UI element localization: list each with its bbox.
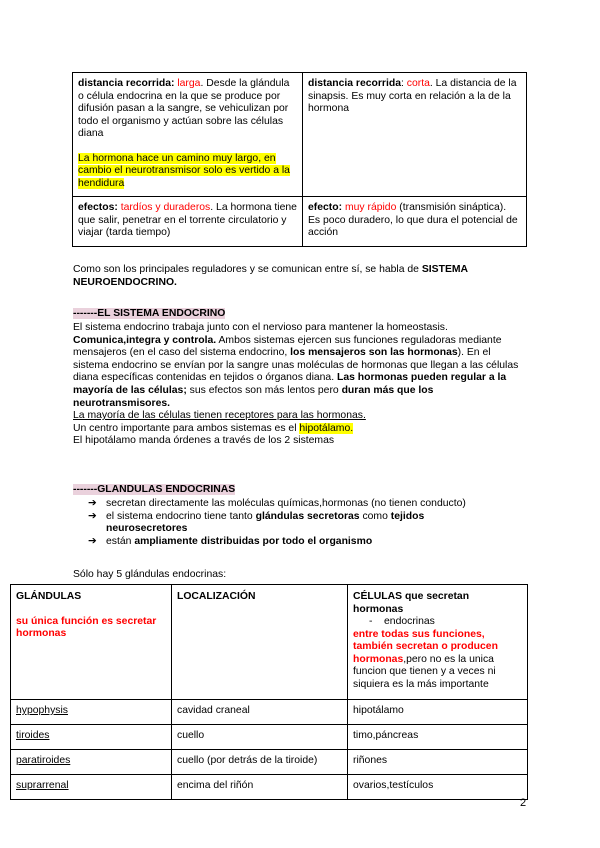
header-sub-item [353, 616, 522, 629]
section1-body [73, 322, 528, 448]
location-cell: encima del riñón [172, 775, 348, 800]
gland-cell: hypophysis [11, 700, 172, 725]
heading-text: -------GLANDULAS ENDOCRINAS [73, 484, 236, 495]
intro-text: Como son los principales reguladores y se comunican entre sí, se habla de [73, 264, 422, 275]
text: sus efectos son más lentos pero [186, 384, 342, 396]
text: secretan directamente las moléculas químicas,hormonas (no tienen conducto) [106, 498, 466, 509]
arrow-icon: ➔ [88, 498, 97, 509]
page-number: 2 [520, 797, 527, 809]
text: endocrinas [384, 616, 435, 627]
table-row [11, 700, 528, 725]
cell-neuro-effects [303, 197, 527, 247]
highlighted-text: La hormona hace un camino muy largo, en cambio el neurotransmisor solo es vertido a la hendidura [78, 152, 290, 189]
text: están [106, 535, 135, 547]
bold-text: duran más que los neurotransmisores. [73, 384, 434, 409]
header-location [172, 585, 348, 700]
list-item [88, 536, 488, 549]
red-bold-text: entre todas sus funciones, también secretan o producen hormonas [353, 628, 498, 665]
text: el sistema endocrino tiene tanto [106, 510, 256, 522]
text: Un centro importante para ambos sistemas es el [73, 422, 300, 434]
cell-hormone-distance [73, 73, 303, 197]
label: efectos: [78, 202, 118, 213]
gland-count: Sólo hay 5 glándulas endocrinas: [73, 569, 227, 580]
gland-cell: suprarrenal [11, 775, 172, 800]
value-red: tardíos y duraderos [120, 202, 211, 213]
section-heading-endocrine-system [73, 308, 225, 321]
paragraph [73, 423, 528, 436]
underlined-paragraph: La mayoría de las células tienen receptores para las hormonas. [73, 410, 366, 422]
bold-text: Las hormonas pueden regular a la mayoría de las células; [73, 372, 507, 396]
text: . La distancia de la sinapsis. Es muy corta en relación a la de la hormona [308, 78, 517, 114]
text: . Desde la glándula o célula endocrina en la que se produce por difusión pasan a la sangre, se vehiculizan por todo el organismo y actúan sobre las células diana [78, 78, 290, 139]
value-red: larga [177, 78, 201, 89]
paragraph: El sistema endocrino trabaja junto con el nervioso para mantener la homeostasis. [73, 322, 448, 333]
text: (transmisión sináptica). Es poco duradero, lo que dura el potencial de acción [308, 202, 518, 238]
section-heading-endocrine-glands [73, 484, 235, 497]
heading-text: -------EL SISTEMA ENDOCRINO [73, 308, 226, 319]
cell-neuro-distance [303, 73, 527, 197]
table-row [11, 750, 528, 775]
location-cell: cuello (por detrás de la tiroide) [172, 750, 348, 775]
gland-table [10, 584, 528, 800]
list-item [88, 498, 488, 511]
label: distancia recorrida: [78, 78, 175, 89]
header-cells [348, 585, 528, 700]
intro-bold: SISTEMA NEUROENDOCRINO. [73, 264, 468, 288]
highlighted-text: hipotálamo. [299, 422, 354, 434]
table-row [73, 73, 527, 197]
cells-cell: hipotálamo [348, 700, 528, 725]
bold-text: glándulas secretoras [255, 510, 360, 522]
comparison-table [72, 72, 527, 247]
header-glands [11, 585, 172, 700]
header-note: su única función es secretar hormonas [16, 615, 157, 639]
list-item [88, 511, 488, 536]
text: Ambos sistemas ejercen sus funciones reguladoras mediante mensajeros (en el caso del sistema endocrino, [73, 334, 502, 359]
arrow-icon: ➔ [88, 535, 97, 547]
bold-text: los mensajeros son las hormonas [290, 347, 458, 359]
table-row [11, 775, 528, 800]
paragraph: El hipotálamo manda órdenes a través de los 2 sistemas [73, 435, 335, 447]
text: . La hormona tiene que salir, penetrar en el torrente circulatorio y viajar (tarda tiempo) [78, 202, 297, 238]
arrow-icon: ➔ [88, 510, 97, 522]
cells-cell: timo,páncreas [348, 725, 528, 750]
label: distancia recorrida [308, 78, 401, 89]
cell-hormone-effects [73, 197, 303, 247]
header-label: GLÁNDULAS [16, 591, 82, 602]
bold-text: ampliamente distribuidas por todo el organismo [134, 535, 373, 547]
bold-text: Comunica,integra y controla. [73, 334, 217, 346]
location-cell: cavidad craneal [172, 700, 348, 725]
paragraph [73, 335, 528, 411]
colon: : [400, 78, 407, 89]
gland-bullet-list [88, 498, 488, 548]
table-row [11, 725, 528, 750]
dash: - [369, 616, 373, 627]
text: como [359, 510, 391, 522]
table-row [73, 197, 527, 247]
cells-cell: ovarios,testículos [348, 775, 528, 800]
text: ). En el sistema endocrino se envían por la sangre unas moléculas de hormonas que llegan a las células diana específicas contenidas en tejidos o órganos diana. [73, 347, 519, 384]
value-red: corta [406, 78, 430, 89]
header-label: CÉLULAS que secretan hormonas [353, 591, 470, 615]
intro-paragraph [73, 264, 528, 289]
value-red: muy rápido [344, 202, 397, 213]
gland-cell: paratiroides [11, 750, 172, 775]
header-note [353, 629, 522, 692]
text: ,pero no es la unica funcion que tienen y a veces ni siquiera es la más importante [353, 653, 496, 690]
gland-cell: tiroides [11, 725, 172, 750]
bold-text: tejidos neurosecretores [106, 510, 425, 535]
location-cell: cuello [172, 725, 348, 750]
cells-cell: riñones [348, 750, 528, 775]
table-header-row [11, 585, 528, 700]
label: efecto: [308, 202, 343, 213]
header-label: LOCALIZACIÓN [177, 591, 256, 602]
